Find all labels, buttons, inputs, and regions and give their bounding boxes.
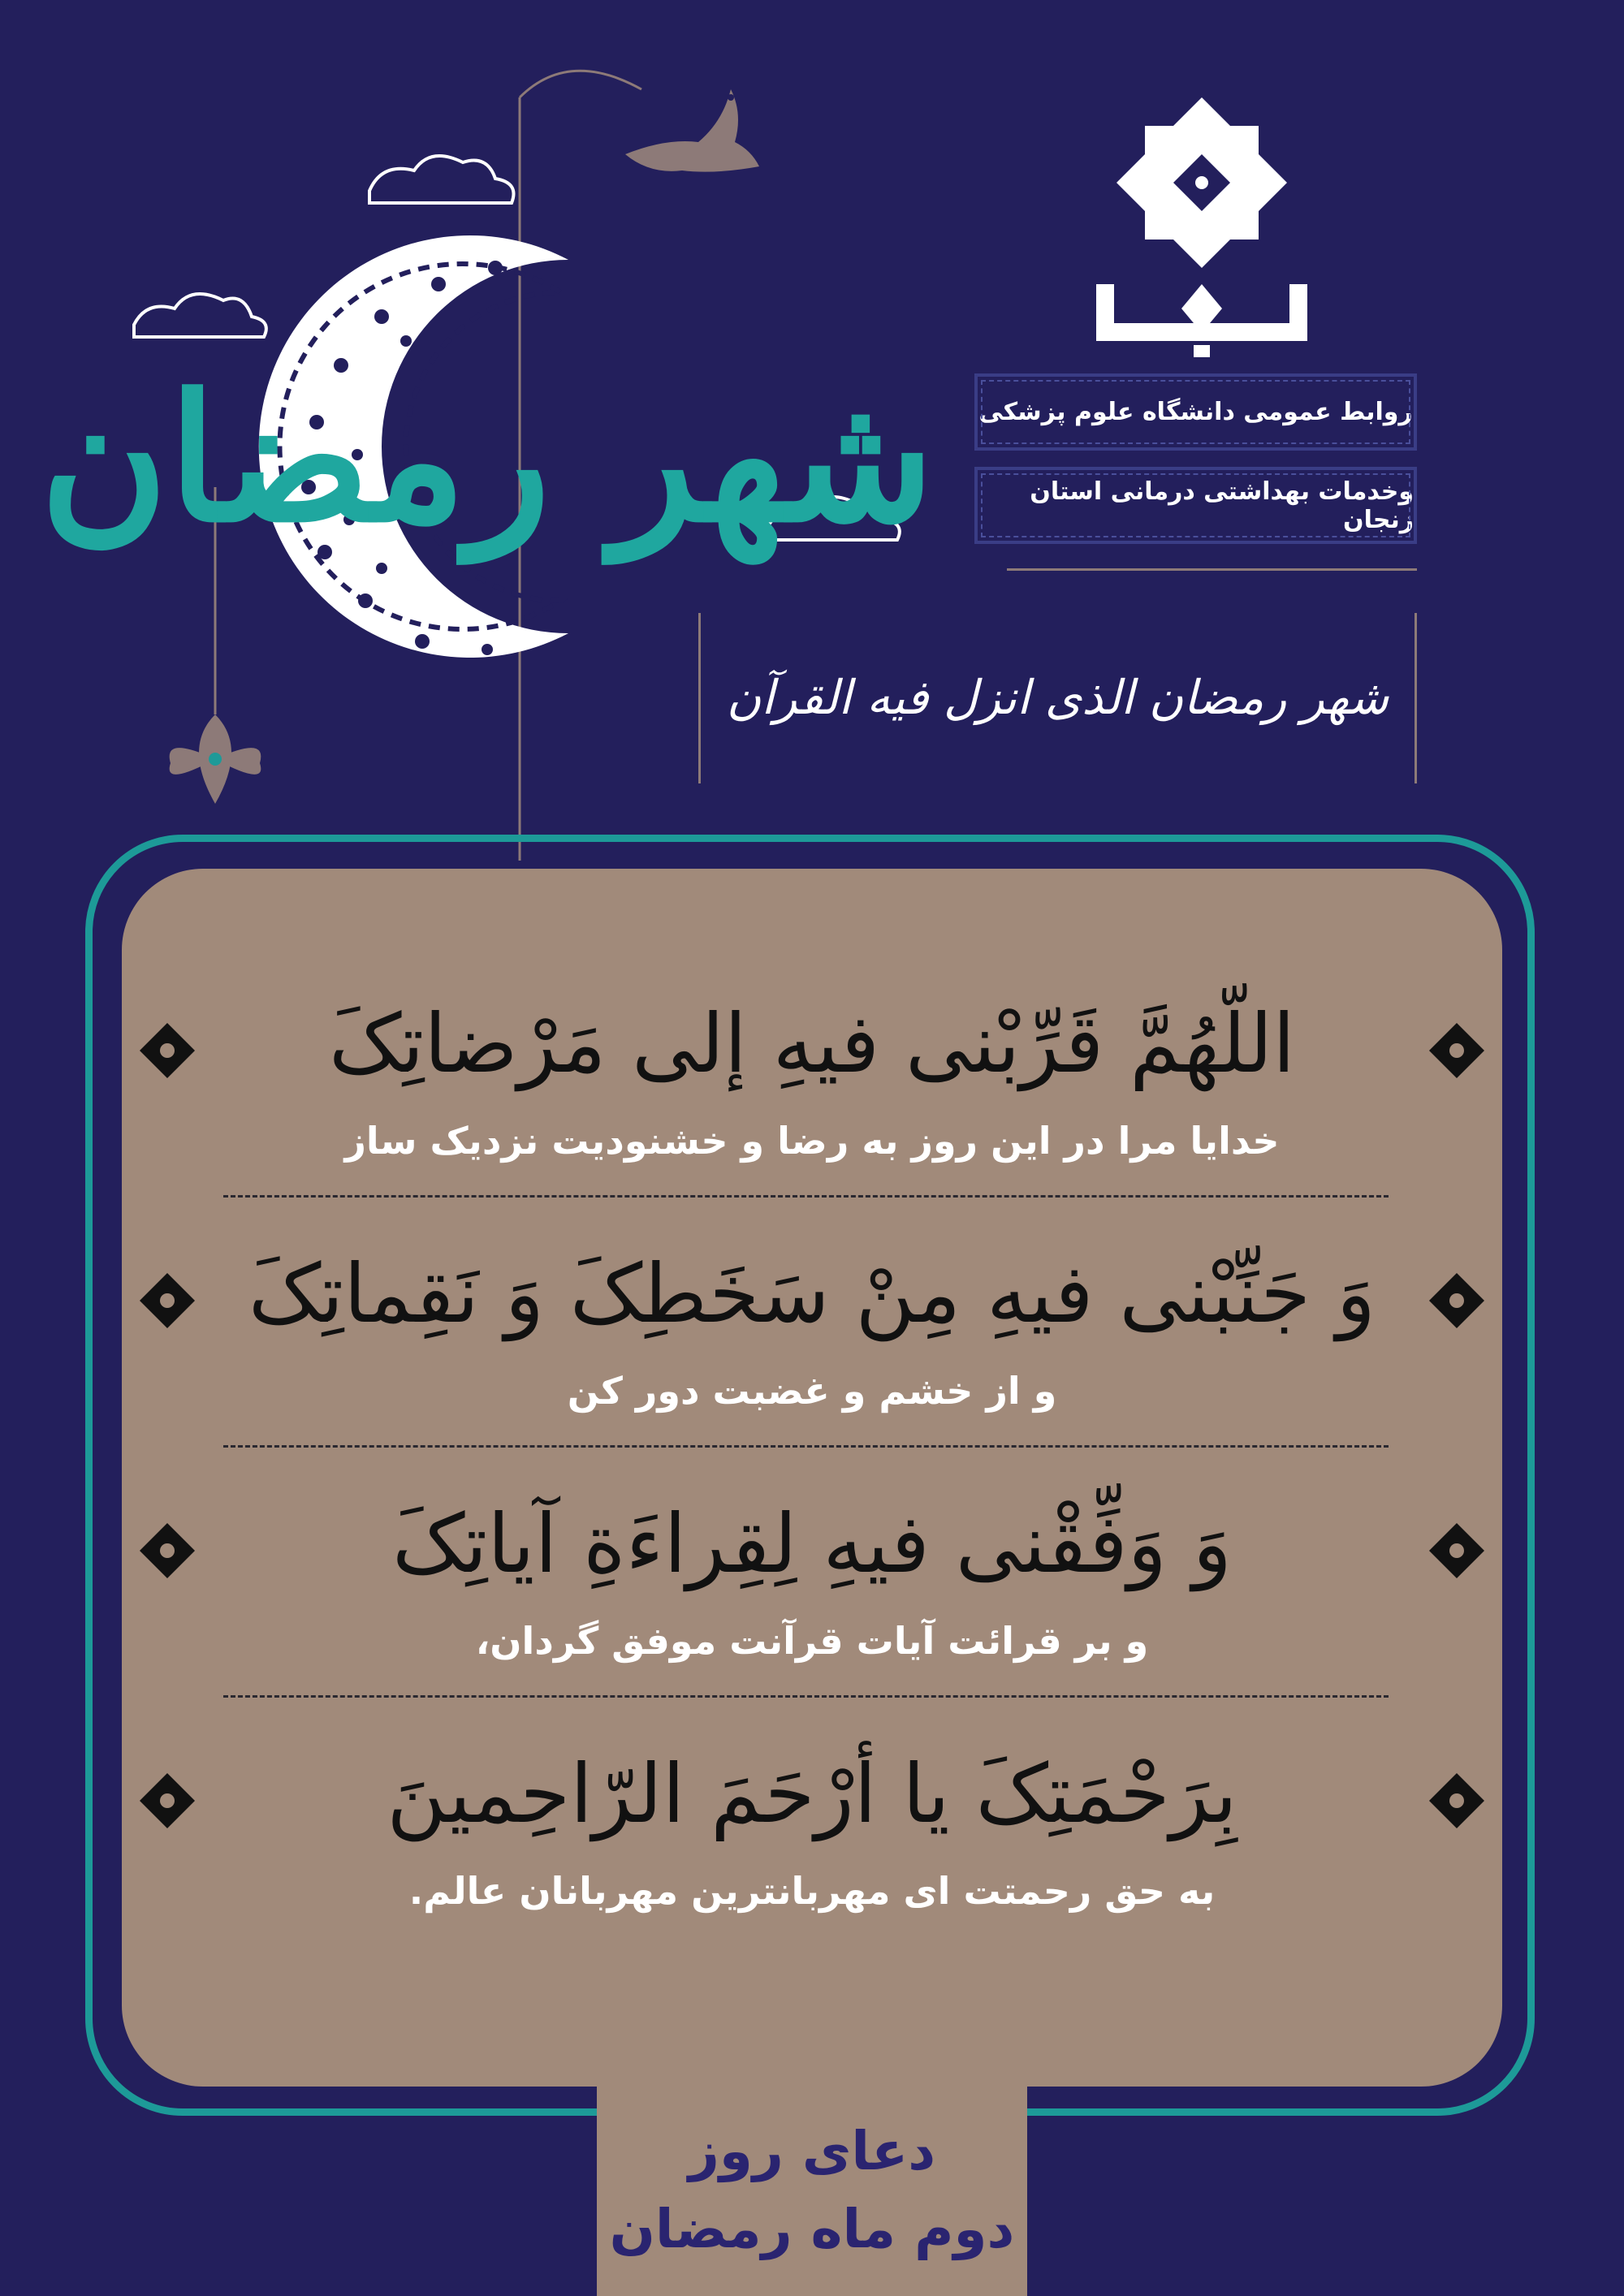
arabic-line: وَ جَنِّبْنی فیهِ مِنْ سَخَطِکَ وَ نَقِماتِکَ	[248, 1245, 1376, 1341]
diamond-ornament-icon	[1427, 1021, 1486, 1080]
diamond-ornament-icon	[1427, 1772, 1486, 1830]
university-logo-icon	[1080, 89, 1324, 357]
diamond-ornament-icon	[1427, 1521, 1486, 1580]
supplication-row	[138, 1482, 1486, 1718]
diamond-ornament-icon	[1427, 1271, 1486, 1330]
dashed-divider	[223, 1195, 1389, 1198]
persian-translation: خدایا مرا در این روز به رضا و خشنودیت نزدیک ساز	[344, 1119, 1280, 1163]
diamond-ornament-icon	[138, 1772, 197, 1830]
title-line-2: دوم ماه رمضان	[609, 2198, 1015, 2260]
persian-translation: و بر قرائت آیات قرآنت موفق گردان،	[475, 1619, 1149, 1663]
diamond-ornament-icon	[138, 1021, 197, 1080]
institution-line-1-text: روابط عمومی دانشگاه علوم پزشکی	[978, 398, 1413, 426]
verse-panel	[698, 613, 1417, 783]
supplication-row	[138, 1733, 1486, 1968]
institution-line-1	[974, 373, 1417, 451]
supplication-row	[138, 982, 1486, 1218]
divider	[1007, 568, 1417, 571]
dashed-divider	[223, 1695, 1389, 1698]
flower-ornament-icon	[170, 714, 261, 804]
institution-line-2-text: وخدمات بهداشتی درمانی استان زنجان	[1030, 477, 1414, 534]
persian-translation: و از خشم و غضبت دور کن	[567, 1369, 1057, 1413]
arabic-line: اللّهُمَّ قَرِّبْنی فیهِ إلی مَرْضاتِکَ	[328, 995, 1296, 1091]
arabic-line: وَ وَفِّقْنی فیهِ لِقِراءَةِ آیاتِکَ	[391, 1495, 1233, 1591]
persian-translation: به حق رحمتت ای مهربانترین مهربانان عالم.	[408, 1869, 1216, 1913]
dashed-divider	[223, 1445, 1389, 1448]
supplication-row	[138, 1232, 1486, 1468]
title-tab	[597, 2085, 1027, 2296]
diamond-ornament-icon	[138, 1271, 197, 1330]
institution-line-2	[974, 467, 1417, 544]
calligraphy-title: شهر رمضان	[40, 356, 935, 561]
arabic-line: بِرَحْمَتِکَ یا أرْحَمَ الرّاحِمینَ	[387, 1746, 1237, 1841]
diamond-ornament-icon	[138, 1521, 197, 1580]
bird-icon	[625, 89, 759, 172]
title-line-1: دعای روز	[688, 2120, 936, 2183]
verse-text: شهر رمضان الذی انزل فیه القرآن	[726, 670, 1389, 726]
